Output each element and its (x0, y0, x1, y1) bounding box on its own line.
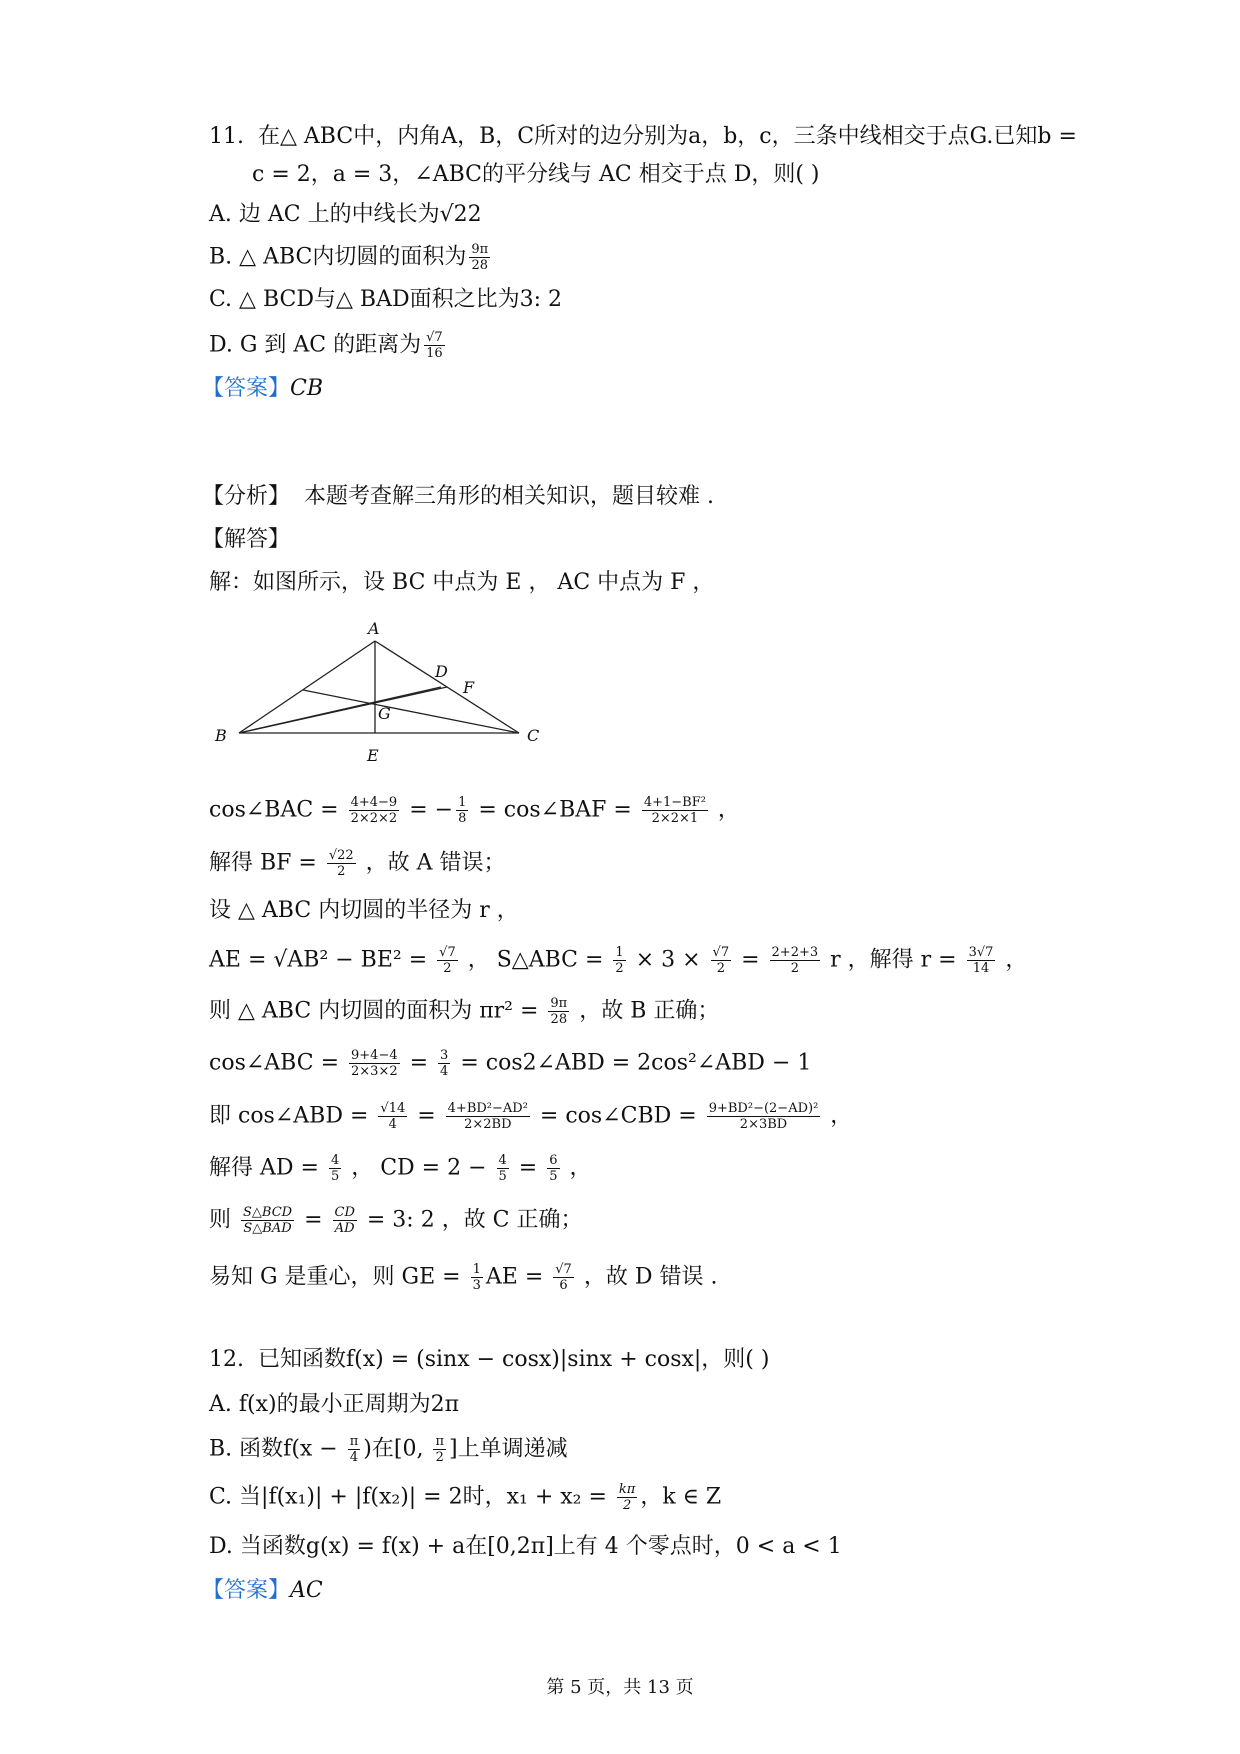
math-text: 即 cos∠ABD = (209, 1103, 376, 1129)
q12-stem-text: 已知函数f(x) = (sinx − cosx)|sinx + cosx|，则( ) (258, 1347, 770, 1372)
math-text: 则 (209, 1207, 238, 1233)
numerator: 9+BD²−(2−AD)² (708, 1101, 819, 1116)
fraction (446, 1101, 530, 1132)
fraction (438, 1048, 450, 1079)
option-a-math: √22 (439, 202, 482, 227)
math-text: = − (402, 797, 454, 823)
q11-stem-line2: c = 2，a = 3，∠ABC的平分线与 AC 相交于点 D，则( ) (252, 162, 820, 187)
math-text: ， (562, 1155, 592, 1181)
numerator: 4+BD²−AD² (447, 1101, 528, 1116)
triangle-figure (205, 615, 545, 770)
math-text: ，故 D 错误 . (576, 1264, 718, 1290)
numerator: π (435, 1434, 444, 1449)
math-text: = cos2∠ABD = 2cos²∠ABD − 1 (453, 1050, 812, 1076)
fraction (433, 1434, 446, 1465)
answer-value: AC (290, 1578, 323, 1603)
q11-number: 11. (209, 124, 244, 149)
numerator: 1 (458, 795, 467, 810)
analysis-tag: 【分析】 (202, 484, 291, 509)
math-text: f(x)的最小正周期为2π (238, 1392, 460, 1417)
denominator: 28 (471, 258, 489, 273)
math-text: AE = (485, 1264, 551, 1290)
math-text: 当函数g(x) = f(x) + a在[0,2π]上有 4 个零点时，0 < a < 1 (239, 1534, 842, 1559)
numerator: CD (334, 1205, 355, 1220)
math-text: 函数f(x − (239, 1436, 345, 1462)
option-d-text: G 到 AC 的距离为 (239, 332, 422, 358)
q12-number: 12. (209, 1347, 244, 1372)
label-d: D (435, 662, 448, 681)
answer-tag: 【答案】 (202, 1578, 291, 1603)
label-c: C (527, 726, 540, 745)
q11-solution-tag: 【解答】 (202, 527, 291, 552)
fraction (967, 945, 996, 976)
math-text: = cos∠BAF = (471, 797, 639, 823)
math-text: = cos∠CBD = (532, 1103, 704, 1129)
denominator: 2×2×2 (350, 811, 398, 826)
numerator: π (349, 1434, 359, 1449)
q11-option-c (209, 285, 562, 315)
step-2 (209, 848, 506, 879)
denominator: 2 (435, 1450, 444, 1465)
denominator: 6 (559, 1278, 568, 1293)
denominator: 14 (972, 961, 990, 976)
fraction (471, 1262, 483, 1293)
math-text: r ，解得 r = (823, 947, 964, 973)
math-text: A. (209, 1392, 232, 1417)
math-text: ， S△ABC = (460, 947, 611, 973)
math-text: = 3: 2 ，故 C 正确； (359, 1207, 583, 1233)
numerator: 6 (549, 1153, 558, 1168)
q11-stem1: 在△ ABC中，内角A，B，C所对的边分别为a，b，c，三条中线相交于点G.已知b = (258, 124, 1077, 149)
math-text: 则 △ ABC 内切圆的面积为 πr² = (209, 998, 546, 1024)
fraction (707, 1101, 821, 1132)
denominator: 16 (426, 346, 443, 361)
q11-option-b (209, 242, 493, 273)
fraction (456, 795, 468, 826)
math-text: ， (823, 1103, 853, 1129)
denominator: 2×3×2 (351, 1064, 398, 1079)
step-10 (209, 1262, 717, 1293)
fraction (548, 996, 569, 1027)
math-text: 易知 G 是重心，则 GE = (209, 1264, 468, 1290)
denominator: 2 (443, 961, 452, 976)
numerator: √7 (439, 945, 456, 960)
fraction (553, 1262, 574, 1293)
fraction (617, 1482, 637, 1513)
numerator: 9π (550, 996, 568, 1011)
numerator: √7 (555, 1262, 572, 1277)
fraction (349, 1048, 400, 1079)
label-a: A (368, 619, 380, 638)
denominator: 5 (498, 1169, 507, 1184)
q12-option-c (209, 1482, 721, 1513)
math-text: 解得 AD = (209, 1155, 326, 1181)
denominator: 5 (330, 1169, 340, 1184)
fraction (497, 1153, 509, 1184)
fraction (547, 1153, 559, 1184)
denominator: AD (334, 1221, 355, 1236)
numerator: √22 (328, 848, 354, 863)
q11-stem-line1 (209, 122, 1077, 152)
option-d-label: D. (209, 332, 233, 358)
math-text: = (402, 1050, 436, 1076)
math-text: ， CD = 2 − (344, 1155, 494, 1181)
math-text: ，故 A 错误； (358, 850, 506, 876)
denominator: 4 (440, 1064, 449, 1079)
q12-stem (209, 1345, 769, 1375)
numerator: S△BCD (243, 1205, 293, 1220)
fraction (348, 1434, 361, 1465)
denominator: 28 (550, 1012, 568, 1027)
math-text: 当|f(x₁)| + |f(x₂)| = 2时，x₁ + x₂ = (239, 1484, 614, 1510)
numerator: 1 (615, 945, 624, 960)
fraction (333, 1205, 357, 1236)
math-text: ， (998, 947, 1028, 973)
numerator: 4+4−9 (350, 795, 398, 810)
numerator: 4+1−BF² (643, 795, 706, 810)
numerator: kπ (618, 1482, 636, 1497)
math-text: B. (209, 1436, 233, 1462)
denominator: 2 (716, 961, 725, 976)
fraction (613, 945, 625, 976)
option-c-text: △ BCD与△ BAD面积之比为3: 2 (239, 287, 563, 312)
option-a-label: A. (209, 202, 232, 227)
math-text: ]上单调递减 (448, 1436, 568, 1462)
numerator: 4 (330, 1153, 340, 1168)
math-text: ，k ∈ Z (640, 1484, 722, 1510)
math-text: = (297, 1207, 330, 1233)
q12-answer (202, 1576, 323, 1606)
numerator: √7 (426, 330, 443, 345)
option-a-text: 边 AC 上的中线长为 (238, 202, 440, 227)
option-b-label: B. (209, 244, 233, 270)
denominator: 4 (349, 1450, 359, 1465)
math-text: = (511, 1155, 545, 1181)
numerator: √7 (712, 945, 730, 960)
q11-option-a (209, 200, 482, 230)
numerator: 1 (472, 1262, 481, 1277)
segment-ba (239, 641, 375, 733)
option-b-text: △ ABC内切圆的面积为 (239, 244, 467, 270)
fraction (642, 795, 708, 826)
math-text: ，故 B 正确； (572, 998, 720, 1024)
denominator: 2 (790, 961, 799, 976)
option-c-label: C. (209, 287, 233, 312)
step-8 (209, 1153, 592, 1184)
math-text: 解得 BF = (209, 850, 324, 876)
step-3: 设 △ ABC 内切圆的半径为 r ， (209, 898, 519, 923)
q12-option-a (209, 1390, 459, 1420)
denominator: 2 (622, 1498, 632, 1513)
q11-answer (202, 374, 323, 404)
math-text: D. (209, 1534, 233, 1559)
math-text: C. (209, 1484, 233, 1510)
fraction (378, 1101, 407, 1132)
math-text: = (410, 1103, 443, 1129)
math-text: = (734, 947, 767, 973)
denominator: 4 (388, 1117, 397, 1132)
label-g: G (378, 704, 391, 723)
fraction (770, 945, 821, 976)
analysis-text: 本题考查解三角形的相关知识，题目较难 . (304, 484, 715, 509)
label-b: B (215, 726, 227, 745)
answer-value: CB (290, 376, 324, 401)
page-footer: 第 5 页，共 13 页 (546, 1677, 694, 1698)
denominator: S△BAD (243, 1221, 292, 1236)
numerator: 9+4−4 (351, 1048, 398, 1063)
fraction (241, 1205, 294, 1236)
denominator: 2×3BD (739, 1117, 788, 1132)
q11-option-d (209, 330, 448, 361)
option-d-fraction (424, 330, 445, 361)
numerator: 9π (471, 242, 489, 257)
fraction (437, 945, 458, 976)
q12-option-b (209, 1434, 568, 1465)
numerator: 3 (440, 1048, 449, 1063)
fraction (349, 795, 400, 826)
math-text: ， (710, 797, 740, 823)
step-4 (209, 945, 1027, 976)
option-b-fraction (469, 242, 490, 273)
median-bf (239, 687, 447, 733)
denominator: 8 (458, 811, 467, 826)
q12-option-d (209, 1532, 842, 1562)
math-text: )在[0, (363, 1436, 431, 1462)
denominator: 2×2BD (464, 1117, 512, 1132)
q11-solution-intro: 解：如图所示，设 BC 中点为 E ， AC 中点为 F ， (209, 570, 715, 595)
step-1 (209, 795, 740, 826)
step-5 (209, 996, 719, 1027)
denominator: 2 (615, 961, 624, 976)
numerator: 3√7 (968, 945, 994, 960)
numerator: 2+2+3 (771, 945, 819, 960)
numerator: √14 (380, 1101, 406, 1116)
label-e: E (367, 746, 379, 765)
denominator: 3 (472, 1278, 481, 1293)
answer-tag: 【答案】 (202, 376, 291, 401)
step-9 (209, 1205, 583, 1236)
denominator: 2×2×1 (651, 811, 699, 826)
step-6 (209, 1048, 811, 1079)
step-7 (209, 1101, 852, 1132)
numerator: 4 (498, 1153, 507, 1168)
fraction (327, 848, 356, 879)
denominator: 5 (549, 1169, 558, 1184)
math-text: × 3 × (628, 947, 708, 973)
fraction (329, 1153, 341, 1184)
q11-analysis (202, 482, 714, 512)
math-text: cos∠BAC = (209, 797, 346, 823)
label-f: F (463, 678, 475, 697)
denominator: 2 (337, 864, 346, 879)
math-text: AE = √AB² − BE² = (209, 947, 435, 973)
math-text: cos∠ABC = (209, 1050, 347, 1076)
fraction (711, 945, 732, 976)
